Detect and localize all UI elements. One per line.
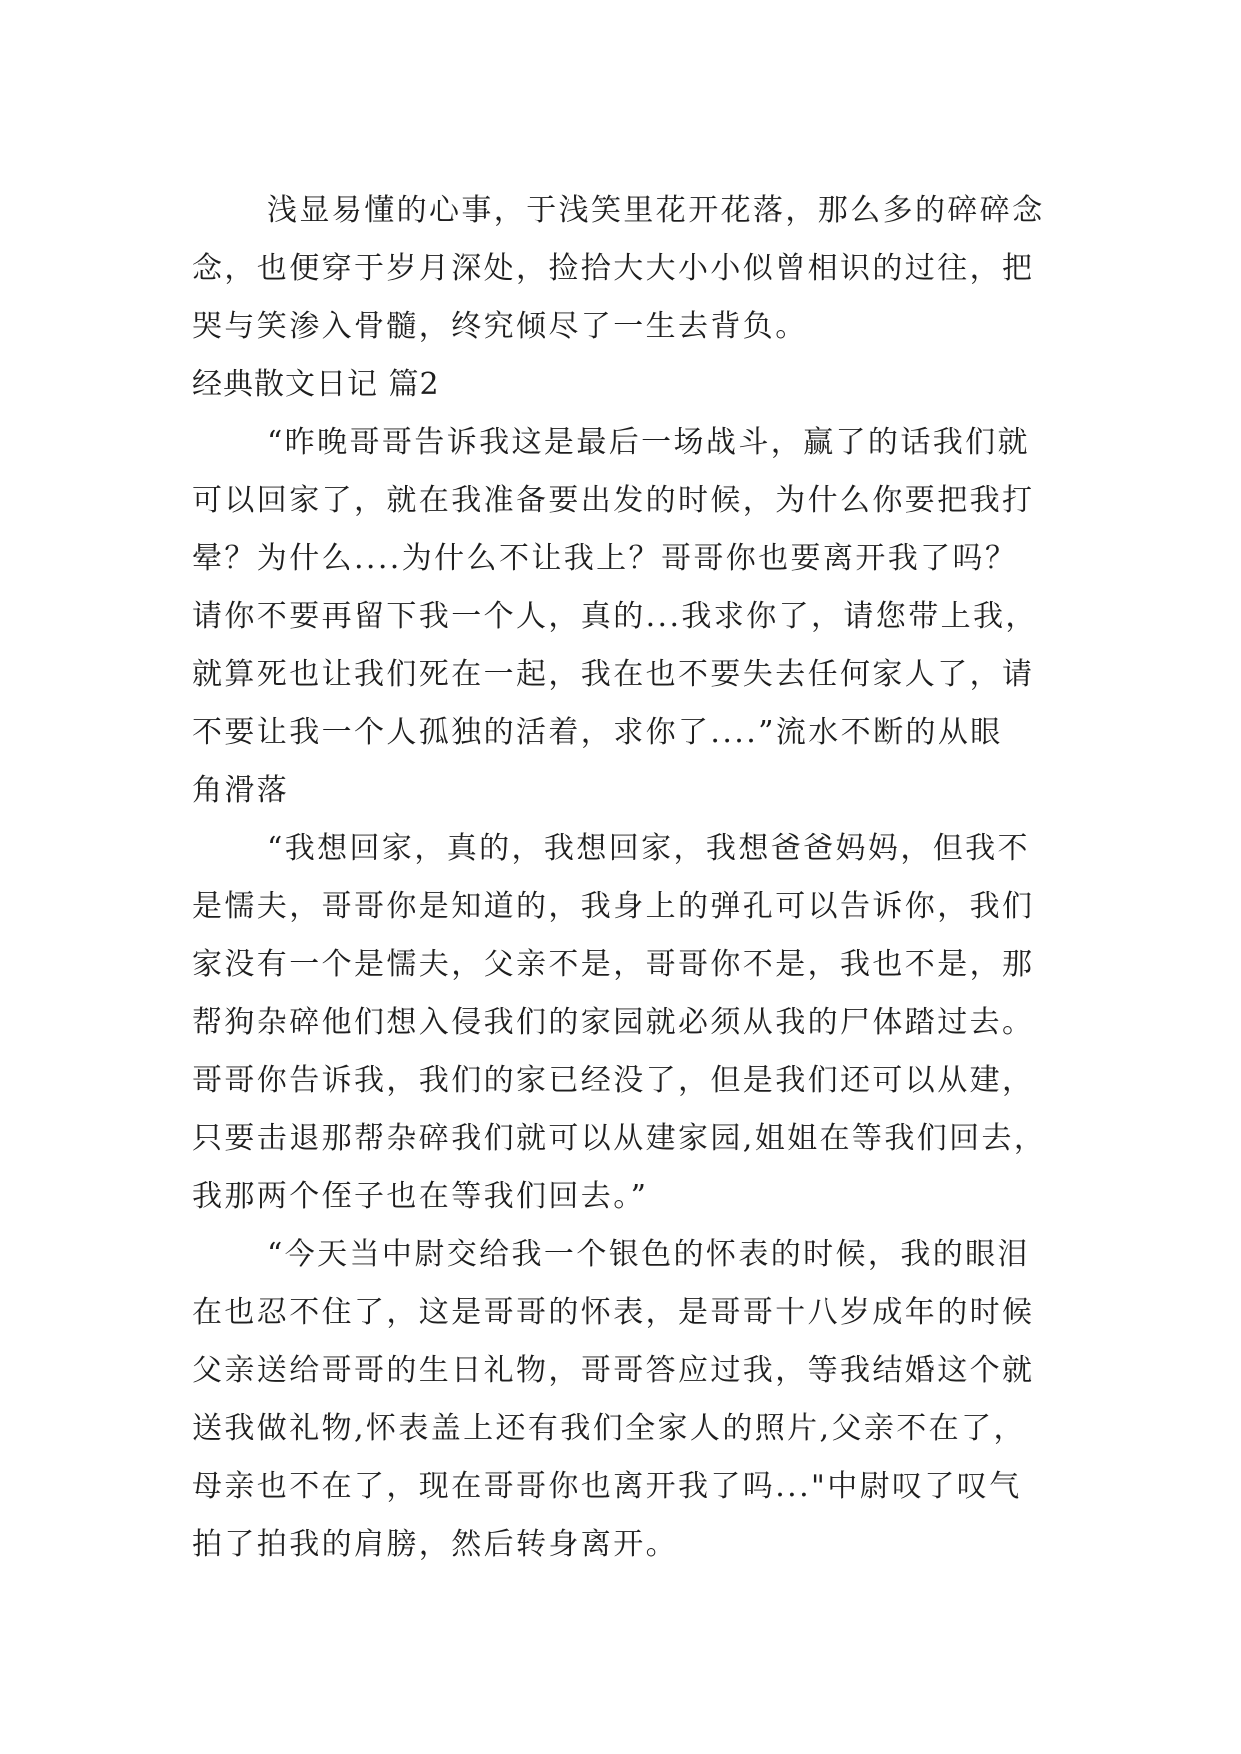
paragraph-4-line-2: 在也忍不住了，这是哥哥的怀表，是哥哥十八岁成年的时候 [192,1295,1035,1330]
paragraph-1-line-1: 浅显易懂的心事，于浅笑里花开花落，那么多的碎碎念 [267,193,1045,228]
paragraph-3-line-4: 帮狗杂碎他们想入侵我们的家园就必须从我的尸体踏过去。 [192,1005,1035,1040]
paragraph-4-line-6: 拍了拍我的肩膀，然后转身离开。 [192,1527,678,1562]
paragraph-4-line-4: 送我做礼物,怀表盖上还有我们全家人的照片,父亲不在了， [192,1411,1026,1446]
paragraph-2-line-7: 角滑落 [192,773,290,808]
section-heading: 经典散文日记 篇2 [192,367,440,402]
paragraph-3-line-7: 我那两个侄子也在等我们回去。” [192,1179,649,1214]
paragraph-3-line-1: “我想回家，真的，我想回家，我想爸爸妈妈，但我不 [267,831,1030,866]
paragraph-3-line-2: 是懦夫，哥哥你是知道的，我身上的弹孔可以告诉你，我们 [192,889,1035,924]
paragraph-2-line-3: 晕？为什么....为什么不让我上？哥哥你也要离开我了吗？ [192,541,1018,576]
paragraph-2-line-2: 可以回家了，就在我准备要出发的时候，为什么你要把我打 [192,483,1035,518]
paragraph-4-line-5: 母亲也不在了，现在哥哥你也离开我了吗..."中尉叹了叹气 [192,1469,1022,1504]
paragraph-4-line-3: 父亲送给哥哥的生日礼物，哥哥答应过我，等我结婚这个就 [192,1353,1035,1388]
paragraph-2-line-6: 不要让我一个人孤独的活着，求你了....”流水不断的从眼 [192,715,1003,750]
paragraph-3-line-5: 哥哥你告诉我，我们的家已经没了，但是我们还可以从建， [192,1063,1035,1098]
paragraph-3-line-3: 家没有一个是懦夫，父亲不是，哥哥你不是，我也不是，那 [192,947,1035,982]
paragraph-2-line-4: 请你不要再留下我一个人，真的...我求你了，请您带上我， [192,599,1038,634]
paragraph-4-line-1: “今天当中尉交给我一个银色的怀表的时候，我的眼泪 [267,1237,1030,1272]
paragraph-1-line-2: 念，也便穿于岁月深处，捡拾大大小小似曾相识的过往，把 [192,251,1035,286]
paragraph-2-line-5: 就算死也让我们死在一起，我在也不要失去任何家人了，请 [192,657,1035,692]
paragraph-2-line-1: “昨晚哥哥告诉我这是最后一场战斗，赢了的话我们就 [267,425,1030,460]
paragraph-3-line-6: 只要击退那帮杂碎我们就可以从建家园,姐姐在等我们回去， [192,1121,1047,1156]
paragraph-1-line-3: 哭与笑渗入骨髓，终究倾尽了一生去背负。 [192,309,808,344]
